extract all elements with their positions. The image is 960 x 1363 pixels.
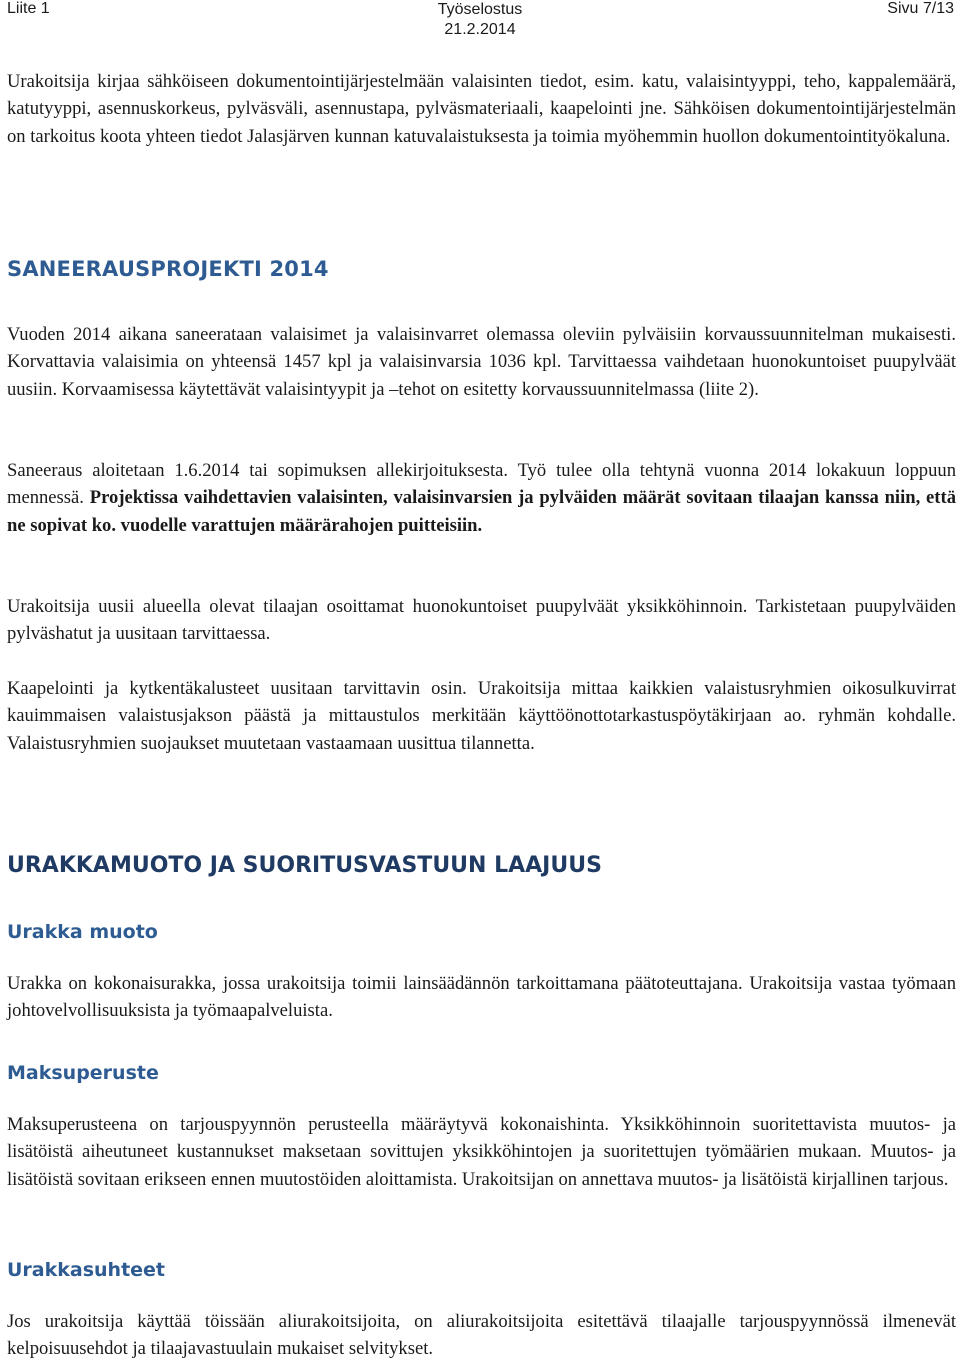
subsection-maksuperuste xyxy=(7,1062,956,1084)
section-saneeraus xyxy=(7,257,956,281)
subsection-urakkasuhteet xyxy=(7,1259,956,1281)
saneeraus-p3-block xyxy=(7,593,956,648)
page-header xyxy=(0,0,960,40)
maksuperuste-text-block xyxy=(7,1111,956,1193)
intro-paragraph: Urakoitsija kirjaa sähköiseen dokumentointijärjestelmään valaisinten tiedot, esim. katu, valaisintyyppi, teho, kappalemäärä, katutyyppi, asennuskorkeus, pylväsväli, asennustapa, pylväsmateriaali, kaapelointi jne. Sähköisen dokumentointijärjestelmän on tarkoitus koota yhteen tiedot Jalasjärven kunnan katuvalaistuksesta ja toimia myöhemmin huollon dokumentointityökaluna. xyxy=(7,71,956,147)
maksuperuste-paragraph: Maksuperusteena on tarjouspyynnön perusteella määräytyvä kokonaishinta. Yksikköhinnoin suoritettavista muutos- ja lisätöistä aiheutuneet kustannukset maksetaan sovittujen yksikköhintojen ja suoritettujen työmäärien mukaan. Muutos- ja lisätöistä sovitaan erikseen ennen muutostöiden aloittamista. Urakoitsijan on annettava muutos- ja lisätöistä kirjallinen tarjous. xyxy=(7,1114,956,1190)
document-date: 21.2.2014 xyxy=(444,21,516,38)
page-number: Sivu 7/13 xyxy=(887,0,954,17)
attachment-label: Liite 1 xyxy=(7,0,50,17)
subheading-urakka-muoto: Urakka muoto xyxy=(7,921,158,943)
saneeraus-paragraph-3: Urakoitsija uusii alueella olevat tilaajan osoittamat huonokuntoiset puupylväät yksikköhinnoin. Tarkistetaan puupylväiden pylväshatut ja uusitaan tarvittaessa. xyxy=(7,596,956,645)
section-urakkamuoto xyxy=(7,853,956,878)
saneeraus-paragraph-1: Vuoden 2014 aikana saneerataan valaisimet ja valaisinvarret olemassa oleviin pylväisiin korvaussuunnitelman mukaisesti. Korvattavia valaisimia on yhteensä 1457 kpl ja valaisinvarsia 1036 kpl. Tarvittaessa vaihdetaan huonokuntoiset puupylväät uusiin. Korvaamisessa käytettävät valaisintyypit ja –tehot on esitetty korvaussuunnitelmassa (liite 2). xyxy=(7,324,956,400)
urakkasuhteet-text-block xyxy=(7,1308,956,1363)
saneeraus-p1-block xyxy=(7,321,956,403)
saneeraus-p4-block xyxy=(7,675,956,757)
subheading-urakkasuhteet: Urakkasuhteet xyxy=(7,1259,166,1281)
section-heading-saneeraus: SANEERAUSPROJEKTI 2014 xyxy=(7,257,329,281)
section-heading-urakkamuoto: URAKKAMUOTO JA SUORITUSVASTUUN LAAJUUS xyxy=(7,853,602,878)
urakka-muoto-paragraph: Urakka on kokonaisurakka, jossa urakoitsija toimii lainsäädännön tarkoittamana päätoteuttajana. Urakoitsija vastaa työmaan johtovelvollisuuksista ja työmaapalveluista. xyxy=(7,973,956,1022)
saneeraus-paragraph-2 xyxy=(7,457,956,539)
saneeraus-paragraph-4: Kaapelointi ja kytkentäkalusteet uusitaan tarvittavin osin. Urakoitsija mittaa kaikkien valaistusryhmien oikosulkuvirrat kauimmaisen valaistusjakson päästä ja mittaustulos merkitään käyttöönottotarkastuspöytäkirjaan ao. ryhmän kohdalle. Valaistusryhmien suojaukset muutetaan vastaamaan uusittua tilannetta. xyxy=(7,678,956,754)
subheading-maksuperuste: Maksuperuste xyxy=(7,1062,159,1084)
urakkasuhteet-paragraph: Jos urakoitsija käyttää töissään aliurakoitsijoita, on aliurakoitsijoita esitettävä tilaajalle tarjouspyynnössä ilmenevät kelpoisuusehdot ja tilaajavastuulain mukaiset selvitykset. xyxy=(7,1311,956,1360)
subsection-urakka-muoto xyxy=(7,921,956,943)
document-title: Työselostus xyxy=(437,1,523,18)
intro-block xyxy=(7,68,956,150)
quantities-note: Projektissa vaihdettavien valaisinten, valaisinvarsien ja pylväiden määrät sovitaan tilaajan kanssa niin, että ne sopivat ko. vuodelle varattujen määrärahojen puitteisiin. xyxy=(7,487,956,536)
header-center xyxy=(0,0,960,40)
urakka-muoto-text-block xyxy=(7,970,956,1025)
saneeraus-p2-block xyxy=(7,457,956,539)
schedule-text: Saneeraus aloitetaan 1.6.2014 tai sopimuksen allekirjoituksesta. Työ tulee olla tehtynä vuonna 2014 lokakuun loppuun mennessä. xyxy=(7,460,956,509)
